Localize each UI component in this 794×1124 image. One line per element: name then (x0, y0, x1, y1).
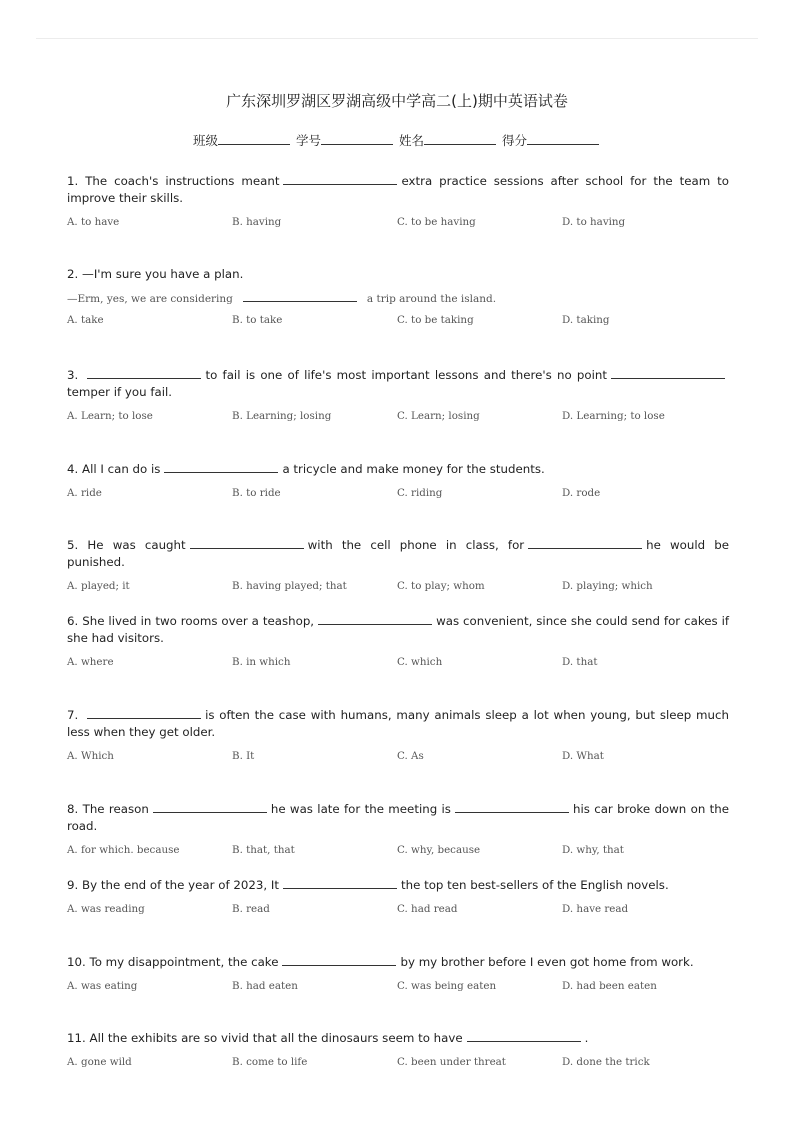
option-a[interactable]: A. Learn; to lose (67, 410, 153, 422)
answer-blank[interactable] (455, 801, 569, 813)
dialogue-line (67, 291, 729, 305)
question-9 (67, 877, 729, 915)
question-number: 3. (67, 368, 79, 382)
answer-options (67, 656, 729, 668)
question-number: 9. (67, 878, 79, 892)
option-d[interactable]: D. rode (562, 487, 601, 499)
question-text-part: to fail is one of life's most important lessons and there's no point (205, 368, 607, 382)
question-text-part: the top ten best-sellers of the English novels. (400, 878, 669, 892)
question-text (67, 707, 729, 741)
question-4 (67, 461, 729, 499)
answer-options (67, 216, 729, 228)
name-label: 姓名 (398, 133, 424, 148)
question-text-part: a tricycle and make money for the students. (282, 462, 545, 476)
answer-blank[interactable] (164, 461, 278, 473)
option-b[interactable]: B. come to life (232, 1056, 308, 1068)
question-3 (67, 367, 729, 422)
option-a[interactable]: A. to have (67, 216, 120, 228)
option-d[interactable]: D. Learning; to lose (562, 410, 665, 422)
question-text-part: temper if you fail. (67, 385, 173, 399)
option-a[interactable]: A. was eating (67, 980, 138, 992)
question-7 (67, 707, 729, 762)
question-text-part: All the exhibits are so vivid that all the dinosaurs seem to have (89, 1031, 463, 1045)
name-field (399, 131, 498, 149)
answer-blank[interactable] (87, 707, 201, 719)
answer-blank[interactable] (318, 613, 432, 625)
option-a[interactable]: A. gone wild (67, 1056, 132, 1068)
page-title: 广东深圳罗湖区罗湖高级中学高二(上)期中英语试卷 (226, 92, 568, 110)
option-a[interactable]: A. ride (67, 487, 102, 499)
option-a[interactable]: A. Which (67, 750, 114, 762)
question-number: 6. (67, 614, 79, 628)
option-b[interactable]: B. to take (232, 314, 283, 326)
question-number: 2. (67, 267, 79, 281)
option-d[interactable]: D. that (562, 656, 598, 668)
question-2 (67, 266, 729, 326)
dialogue-text-part: a trip around the island. (366, 293, 497, 305)
option-b[interactable]: B. to ride (232, 487, 281, 499)
question-text (67, 367, 729, 401)
answer-blank[interactable] (283, 173, 397, 185)
question-text-part: he was late for the meeting is (270, 802, 451, 816)
answer-options (67, 980, 729, 992)
question-text-part: All I can do is (82, 462, 161, 476)
question-text (67, 1030, 729, 1047)
question-text-part: To my disappointment, the cake (89, 955, 279, 969)
answer-options (67, 903, 729, 915)
question-text (67, 613, 729, 647)
option-c[interactable]: C. was being eaten (397, 980, 497, 992)
question-text-part: He was caught (87, 538, 186, 552)
answer-blank[interactable] (87, 367, 201, 379)
question-number: 10. (67, 955, 86, 969)
student-number-field (296, 131, 395, 149)
answer-blank[interactable] (283, 877, 397, 889)
answer-options (67, 750, 729, 762)
question-text-part: he would be punished. (67, 538, 730, 569)
question-text-part: She lived in two rooms over a teashop, (82, 614, 315, 628)
option-c[interactable]: C. riding (397, 487, 443, 499)
option-b[interactable]: B. in which (232, 656, 291, 668)
option-c[interactable]: C. Learn; losing (397, 410, 480, 422)
question-11 (67, 1030, 729, 1068)
option-c[interactable]: C. been under threat (397, 1056, 506, 1068)
class-label: 班级 (192, 133, 218, 148)
option-d[interactable]: D. playing; which (562, 580, 653, 592)
question-number: 7. (67, 708, 79, 722)
question-number: 8. (67, 802, 79, 816)
question-1 (67, 173, 729, 228)
option-d[interactable]: D. What (562, 750, 604, 762)
option-b[interactable]: B. that, that (232, 844, 295, 856)
option-d[interactable]: D. to having (562, 216, 626, 228)
question-6 (67, 613, 729, 668)
question-text (67, 877, 729, 894)
question-text (67, 266, 729, 283)
question-text-part: is often the case with humans, many animals sleep a lot when young, but sleep much less when they get older. (67, 708, 729, 739)
option-b[interactable]: B. having played; that (232, 580, 347, 592)
question-text (67, 537, 729, 571)
question-text-part: extra practice sessions after school for the team to improve their skills. (67, 174, 730, 205)
question-text-part: The coach's instructions meant (85, 174, 280, 188)
option-b[interactable]: B. had eaten (232, 980, 298, 992)
answer-blank[interactable] (153, 801, 267, 813)
option-b[interactable]: B. having (232, 216, 282, 228)
answer-options (67, 410, 729, 422)
score-label: 得分 (501, 133, 527, 148)
question-text-part: By the end of the year of 2023, It (82, 878, 279, 892)
option-d[interactable]: D. taking (562, 314, 610, 326)
option-d[interactable]: D. done the trick (562, 1056, 650, 1068)
answer-blank[interactable] (243, 291, 357, 302)
option-a[interactable]: A. take (67, 314, 104, 326)
question-number: 5. (67, 538, 79, 552)
option-c[interactable]: C. to be taking (397, 314, 474, 326)
option-c[interactable]: C. which (397, 656, 443, 668)
answer-blank[interactable] (190, 537, 304, 549)
student-number-blank[interactable] (321, 132, 393, 145)
question-text (67, 801, 729, 835)
question-text-part: . (584, 1031, 589, 1045)
student-info-line (0, 131, 794, 149)
student-number-label: 学号 (295, 133, 321, 148)
option-a[interactable]: A. where (67, 656, 114, 668)
dialogue-text-part: —Erm, yes, we are considering (67, 293, 233, 305)
question-number: 4. (67, 462, 79, 476)
answer-options (67, 1056, 729, 1068)
question-text-part: was convenient, since she could send for cakes if she had visitors. (67, 614, 730, 645)
answer-blank[interactable] (528, 537, 642, 549)
option-a[interactable]: A. played; it (67, 580, 130, 592)
option-c[interactable]: C. had read (397, 903, 458, 915)
answer-options (67, 487, 729, 499)
option-c[interactable]: C. to be having (397, 216, 476, 228)
score-blank[interactable] (527, 132, 599, 145)
option-a[interactable]: A. was reading (67, 903, 145, 915)
option-b[interactable]: B. read (232, 903, 270, 915)
answer-options (67, 580, 729, 592)
question-text-part: his car broke down on the road. (67, 802, 730, 833)
question-number: 1. (67, 174, 79, 188)
question-text-part: with the cell phone in class, for (307, 538, 525, 552)
question-number: 11. (67, 1031, 86, 1045)
answer-options (67, 844, 729, 856)
answer-options (67, 314, 729, 326)
answer-blank[interactable] (282, 954, 396, 966)
score-field (502, 131, 601, 149)
question-text-part: by my brother before I even got home from work. (400, 955, 694, 969)
question-text-part: —I'm sure you have a plan. (82, 267, 244, 281)
class-blank[interactable] (218, 132, 290, 145)
option-c[interactable]: C. to play; whom (397, 580, 485, 592)
question-8 (67, 801, 729, 856)
question-text (67, 173, 729, 207)
question-10 (67, 954, 729, 992)
question-5 (67, 537, 729, 592)
question-text (67, 954, 729, 971)
option-b[interactable]: B. Learning; losing (232, 410, 332, 422)
answer-blank[interactable] (611, 367, 725, 379)
question-text-part: The reason (82, 802, 149, 816)
option-a[interactable]: A. for which. because (67, 844, 180, 856)
top-divider (36, 38, 758, 39)
answer-blank[interactable] (467, 1030, 581, 1042)
option-c[interactable]: C. why, because (397, 844, 481, 856)
question-text (67, 461, 729, 478)
class-field (193, 131, 292, 149)
option-c[interactable]: C. As (397, 750, 424, 762)
option-d[interactable]: D. have read (562, 903, 629, 915)
option-d[interactable]: D. had been eaten (562, 980, 657, 992)
option-d[interactable]: D. why, that (562, 844, 624, 856)
option-b[interactable]: B. It (232, 750, 255, 762)
name-blank[interactable] (424, 132, 496, 145)
